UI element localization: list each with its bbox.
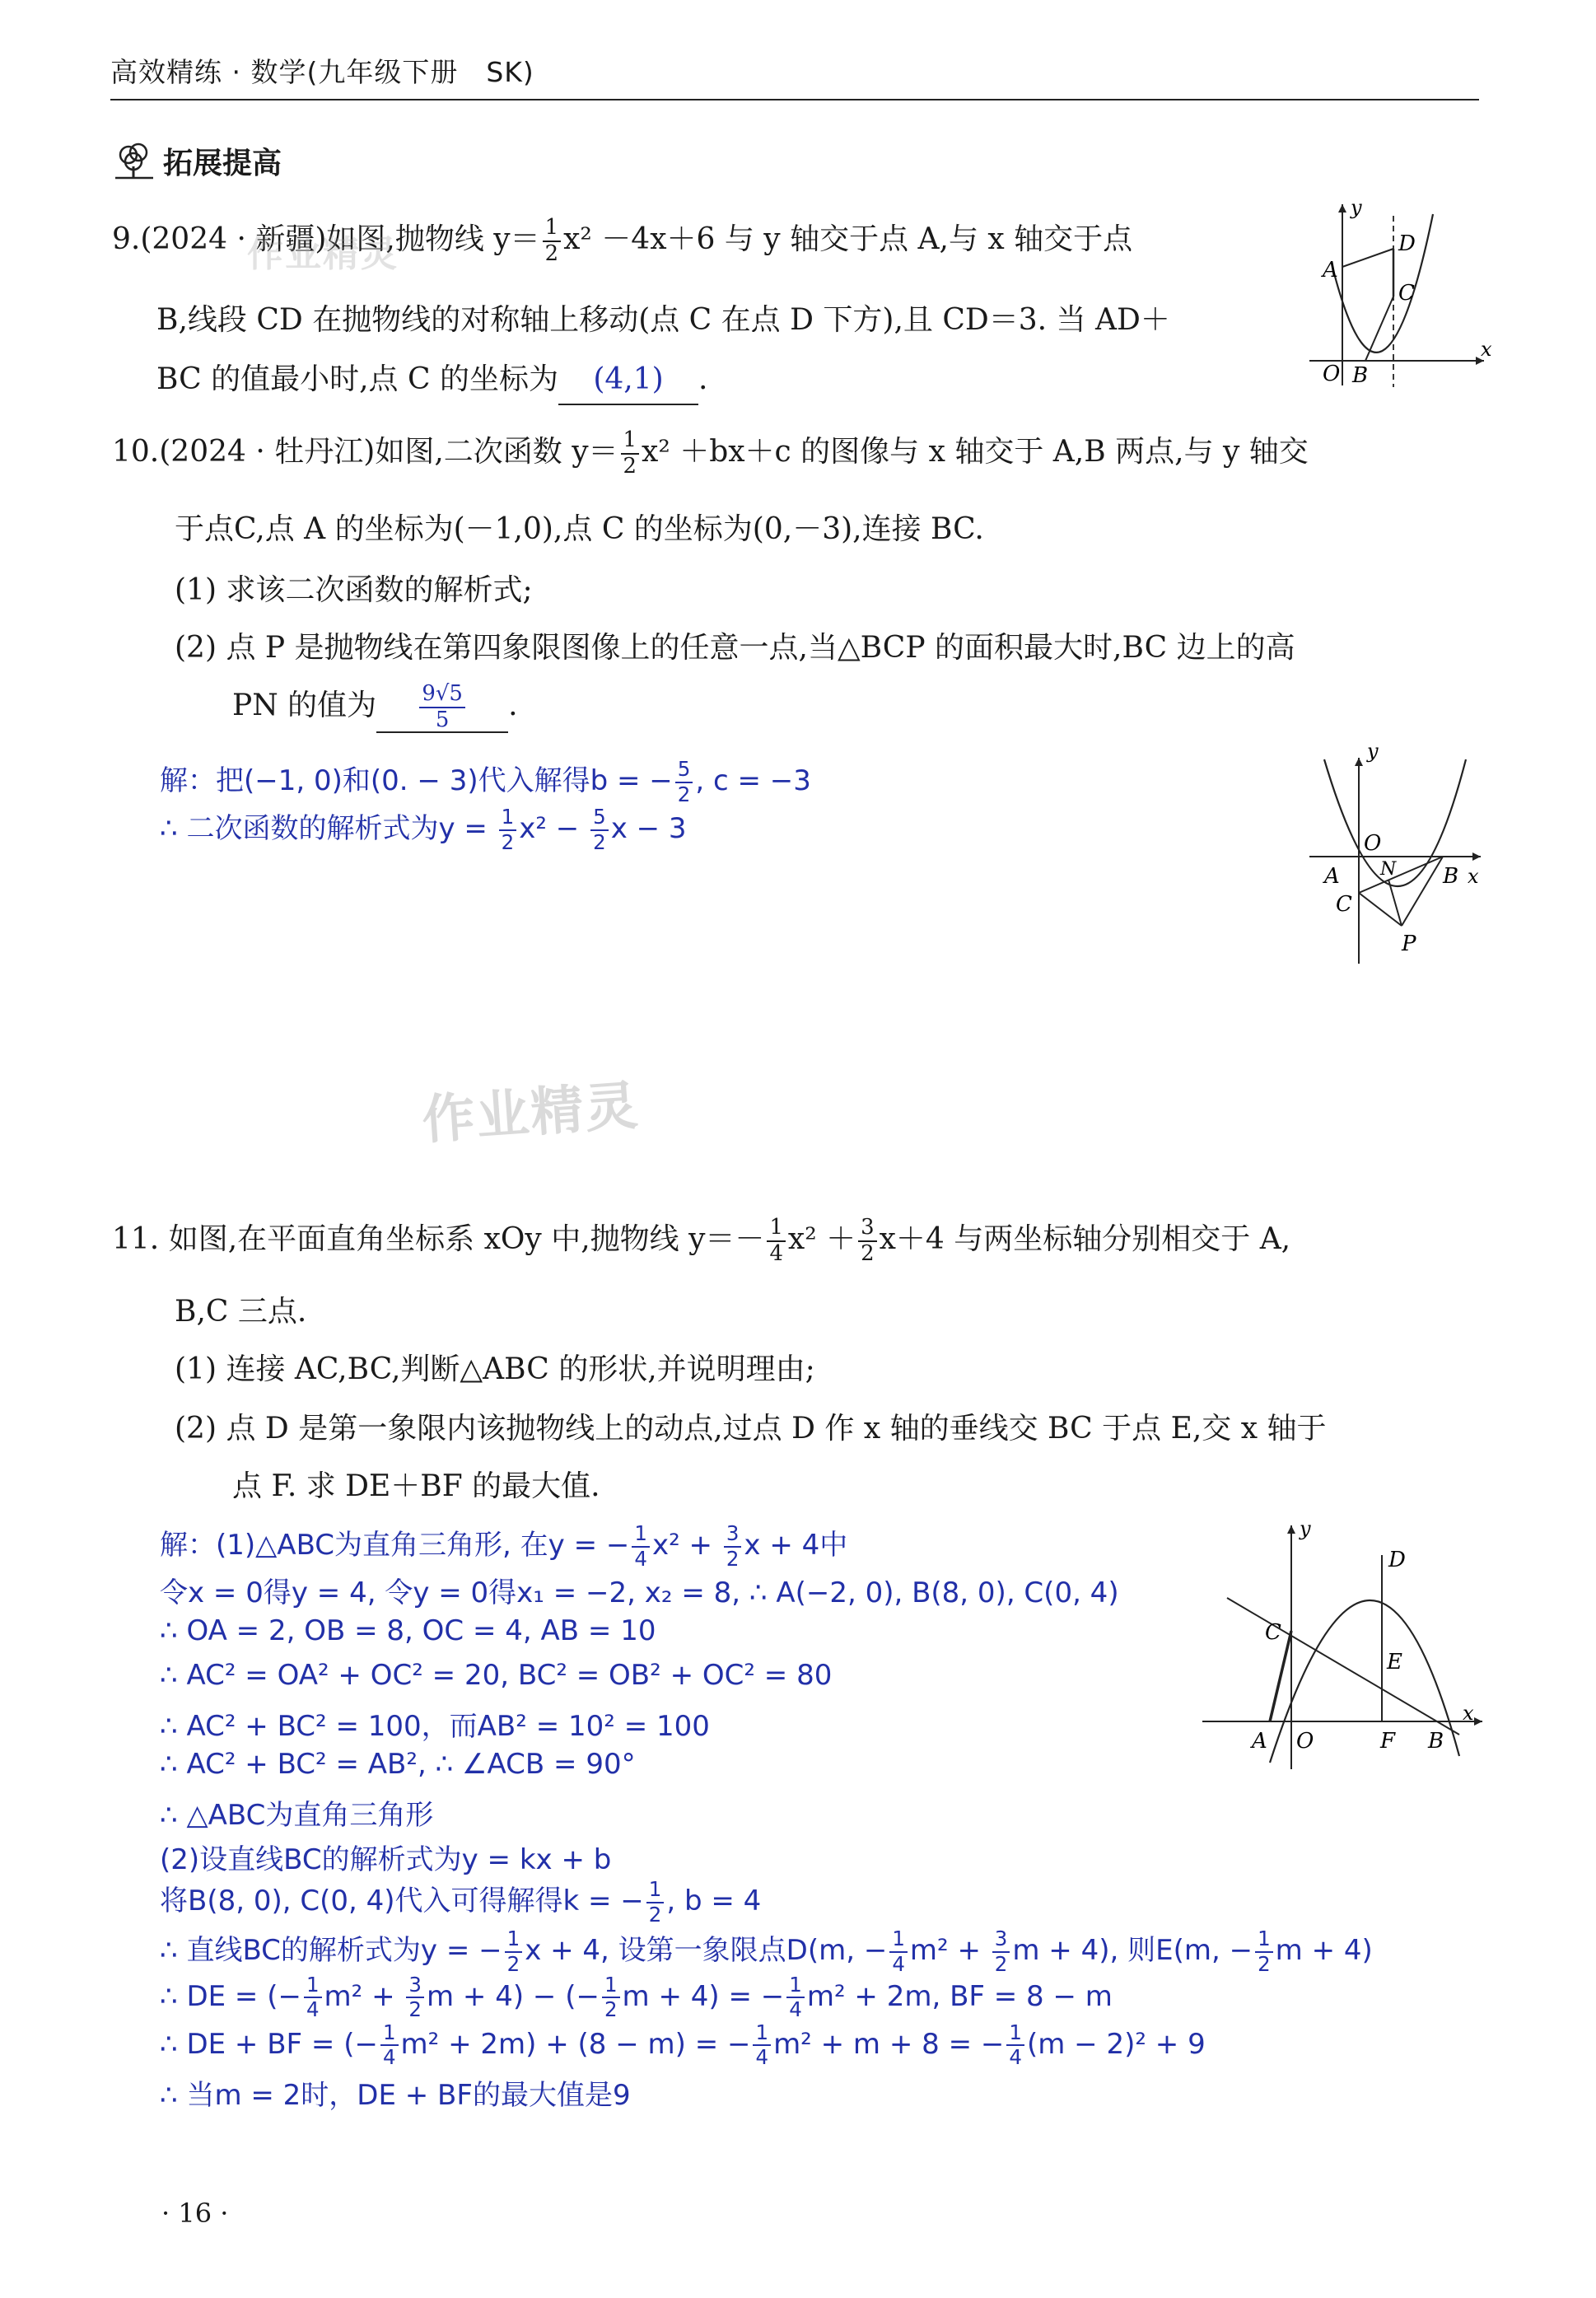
- q11-sol-3: ∴ OA = 2, OB = 8, OC = 4, AB = 10: [160, 1614, 656, 1647]
- q10-line1: 10.(2024 · 牡丹江)如图,二次函数 y＝ $\frac{1}{2}$ x² ＋bx＋c 的图像与 x 轴交于 A,B 两点,与 y 轴交: [112, 427, 1309, 479]
- q9-label-y: y: [1351, 196, 1362, 219]
- q11-label-B: B: [1428, 1729, 1444, 1754]
- q11-part1: (1) 连接 AC,BC,判断△ABC 的形状,并说明理由;: [175, 1352, 815, 1386]
- q10-part2: (2) 点 P 是抛物线在第四象限图像上的任意一点,当△BCP 的面积最大时,BC 边上的高: [175, 631, 1295, 665]
- q11-sol-4: ∴ AC² = OA² + OC² = 20, BC² = OB² + OC² = 80: [160, 1659, 833, 1692]
- q10-label-C: C: [1336, 892, 1352, 917]
- q11-label-E: E: [1387, 1650, 1402, 1674]
- watermark: 作业精灵: [420, 1075, 642, 1152]
- q9-label-O: O: [1323, 362, 1341, 386]
- q11-line1: 11. 如图,在平面直角坐标系 xOy 中,抛物线 y＝－ $\frac{1}{4}$ x² ＋ $\frac{3}{2}$ x＋4 与两坐标轴分别相交于 A,: [112, 1215, 1291, 1266]
- section-heading: [110, 140, 282, 182]
- q11-sol-10: ∴ 直线BC的解析式为y = − $\frac{1}{2}$ x + 4, 设第一象限点D(m, − $\frac{1}{4}$ m² + $\frac{3}{2}$ m + 4), 则E(m, − $\frac{1}{2}$ m + 4): [160, 1927, 1373, 1976]
- q11-sol-11: ∴ DE = (− $\frac{1}{4}$ m² + $\frac{3}{2}$ m + 4) − (− $\frac{1}{2}$ m + 4) = − $\frac{1}{4}$ m² + 2m, BF = 8 − m: [160, 1973, 1113, 2022]
- q9-answer: (4,1): [558, 356, 698, 405]
- q11-label-x: x: [1463, 1702, 1474, 1725]
- q11-sol-7: ∴ △ABC为直角三角形: [160, 1799, 434, 1832]
- q11-sol-12: ∴ DE + BF = (− $\frac{1}{4}$ m² + 2m) + (8 − m) = − $\frac{1}{4}$ m² + m + 8 = − $\frac{1}{4}$ (m − 2)² + 9: [160, 2020, 1206, 2070]
- q9-figure: [1301, 198, 1491, 387]
- q11-sol-8: (2)设直线BC的解析式为y = kx + b: [160, 1843, 612, 1876]
- q11-label-O: O: [1296, 1729, 1314, 1754]
- q10-part1: (1) 求该二次函数的解析式;: [175, 573, 533, 607]
- q11-label-C: C: [1265, 1620, 1281, 1645]
- q11-figure: [1194, 1516, 1491, 1779]
- q9-line3: BC 的值最小时,点 C 的坐标为 (4,1) .: [156, 356, 707, 405]
- q11-sol-13: ∴ 当m = 2时，DE + BF的最大值是9: [160, 2079, 631, 2112]
- q11-sol-1: 解：(1)△ABC为直角三角形, 在y = − $\frac{1}{4}$ x² + $\frac{3}{2}$ x + 4中: [160, 1521, 848, 1571]
- q11-sol-2: 令x = 0得y = 4, 令y = 0得x₁ = −2, x₂ = 8, ∴ A(−2, 0), B(8, 0), C(0, 4): [160, 1576, 1119, 1609]
- q11-part2b: 点 F. 求 DE＋BF 的最大值.: [232, 1469, 600, 1503]
- q9-label-B: B: [1352, 363, 1369, 388]
- page-number: · 16 ·: [161, 2198, 229, 2229]
- q10-label-B: B: [1443, 864, 1459, 889]
- watermark-small: 作业精灵: [247, 233, 399, 275]
- q10-solution-line2: ∴ 二次函数的解析式为y = $\frac{1}{2}$ x² − $\frac{5}{2}$ x − 3: [160, 805, 687, 854]
- q9-label-D: D: [1398, 231, 1416, 256]
- q10-part2b: PN 的值为 $\frac{9√5}{5}$ .: [232, 681, 518, 732]
- q10-label-P: P: [1402, 932, 1416, 956]
- section-title: 拓展提高: [163, 147, 282, 180]
- q11-label-A: A: [1252, 1729, 1267, 1754]
- q9-label-x: x: [1481, 338, 1492, 361]
- q10-answer: $\frac{9√5}{5}$: [376, 682, 508, 733]
- q10-solution-line1: 解：把(−1, 0)和(0. − 3)代入解得b = − $\frac{5}{2}$ , c = −3: [160, 757, 811, 806]
- q11-line2: B,C 三点.: [175, 1295, 307, 1329]
- q9-line2: B,线段 CD 在抛物线的对称轴上移动(点 C 在点 D 下方),且 CD＝3. 当 AD＋: [156, 303, 1170, 337]
- q9-label-A: A: [1323, 258, 1338, 283]
- q9-parabola: [1332, 214, 1433, 353]
- q11-sol-6: ∴ AC² + BC² = AB², ∴ ∠ACB = 90°: [160, 1748, 636, 1781]
- q11-line-BC: [1227, 1598, 1459, 1735]
- q11-label-D: D: [1388, 1548, 1406, 1572]
- q10-segment-CP: [1359, 893, 1402, 926]
- q10-segment-BP: [1402, 857, 1443, 926]
- q10-segment-BC: [1359, 857, 1443, 893]
- header-title: 高效精练 · 数学(九年级下册 SK): [110, 56, 534, 88]
- q11-label-y: y: [1300, 1517, 1311, 1540]
- q11-sol-9: 将B(8, 0), C(0, 4)代入可得解得k = − $\frac{1}{2}$ , b = 4: [160, 1877, 762, 1927]
- q11-label-F: F: [1380, 1729, 1396, 1754]
- q10-label-y: y: [1367, 740, 1379, 763]
- q10-figure: [1301, 741, 1491, 972]
- header-divider: [110, 99, 1479, 100]
- q10-line2: 于点C,点 A 的坐标为(－1,0),点 C 的坐标为(0,－3),连接 BC.: [175, 512, 984, 546]
- q10-label-x: x: [1468, 865, 1479, 888]
- q10-label-O: O: [1364, 831, 1382, 856]
- q10-label-A: A: [1324, 864, 1340, 889]
- q11-part2: (2) 点 D 是第一象限内该抛物线上的动点,过点 D 作 x 轴的垂线交 BC 于点 E,交 x 轴于: [175, 1412, 1327, 1446]
- q11-sol-5: ∴ AC² + BC² = 100，而AB² = 10² = 100: [160, 1710, 710, 1743]
- q9-segment-AD: [1342, 249, 1393, 267]
- q9-label-C: C: [1398, 281, 1415, 306]
- q10-label-N: N: [1380, 859, 1397, 880]
- q9-line1: 9.(2024 · 新疆)如图,抛物线 y＝ $\frac{1}{2}$ x² －4x＋6 与 y 轴交于点 A,与 x 轴交于点: [112, 215, 1133, 266]
- tree-icon: [110, 142, 158, 181]
